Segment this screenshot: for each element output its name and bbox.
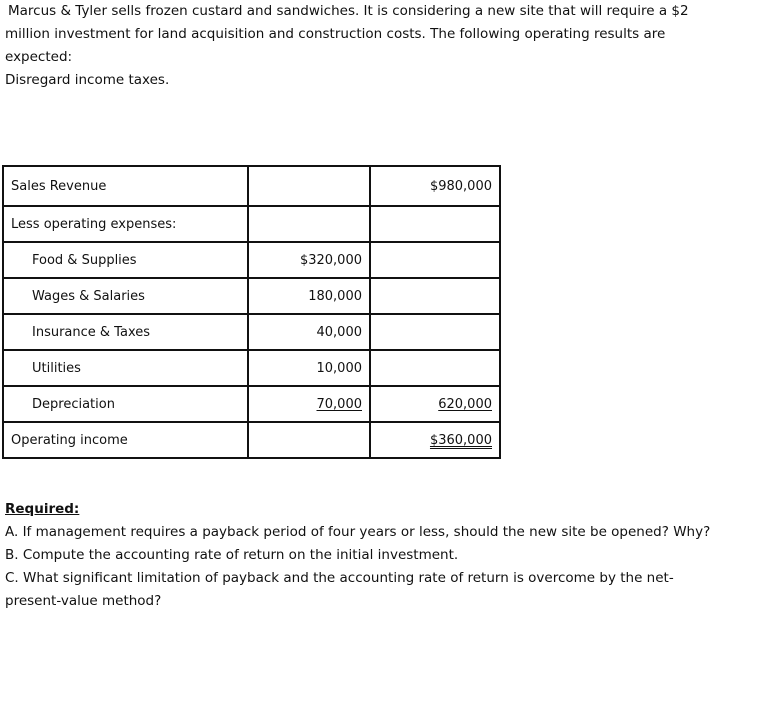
row-label: Less operating expenses: [3, 206, 248, 242]
underlined-value: 620,000 [438, 396, 492, 412]
table-row [3, 314, 500, 350]
required-item-c-line-1: C. What significant limitation of payback and the accounting rate of return is overcome by the net- [5, 570, 674, 586]
intro-line-3: expected: [5, 49, 73, 65]
table-row [3, 386, 500, 422]
row-right-value [370, 206, 500, 242]
row-right-value [370, 386, 500, 422]
row-right-value [370, 314, 500, 350]
required-section [5, 498, 745, 613]
intro-line-2: million investment for land acquisition and construction costs. The following operating results are [5, 26, 666, 42]
row-right-value [370, 350, 500, 386]
table-row [3, 278, 500, 314]
table-row [3, 206, 500, 242]
table-row [3, 166, 500, 206]
row-label: Utilities [3, 350, 248, 386]
row-right-value [370, 422, 500, 458]
row-label: Operating income [3, 422, 248, 458]
row-label: Food & Supplies [3, 242, 248, 278]
required-item-b: B. Compute the accounting rate of return on the initial investment. [5, 547, 459, 563]
operating-results-table [2, 165, 501, 459]
row-mid-value: 10,000 [248, 350, 370, 386]
row-label: Sales Revenue [3, 166, 248, 206]
row-label: Depreciation [3, 386, 248, 422]
problem-intro [5, 0, 735, 92]
row-mid-value: 180,000 [248, 278, 370, 314]
required-item-a: A. If management requires a payback period of four years or less, should the new site be opened? Why? [5, 524, 711, 540]
row-mid-value: 40,000 [248, 314, 370, 350]
row-right-value: $980,000 [370, 166, 500, 206]
double-underlined-value: $360,000 [429, 432, 492, 448]
table-row [3, 350, 500, 386]
row-mid-value [248, 206, 370, 242]
table-row [3, 242, 500, 278]
intro-line-1: Marcus & Tyler sells frozen custard and sandwiches. It is considering a new site that will require a $2 [8, 3, 689, 19]
row-right-value [370, 278, 500, 314]
required-title: Required: [5, 501, 80, 517]
underlined-value: 70,000 [316, 396, 362, 412]
row-mid-value: $320,000 [248, 242, 370, 278]
required-item-c-line-2: present-value method? [5, 593, 162, 609]
row-right-value [370, 242, 500, 278]
row-mid-value [248, 386, 370, 422]
row-mid-value [248, 166, 370, 206]
row-mid-value [248, 422, 370, 458]
table-row [3, 422, 500, 458]
intro-line-4: Disregard income taxes. [5, 72, 170, 88]
row-label: Wages & Salaries [3, 278, 248, 314]
row-label: Insurance & Taxes [3, 314, 248, 350]
